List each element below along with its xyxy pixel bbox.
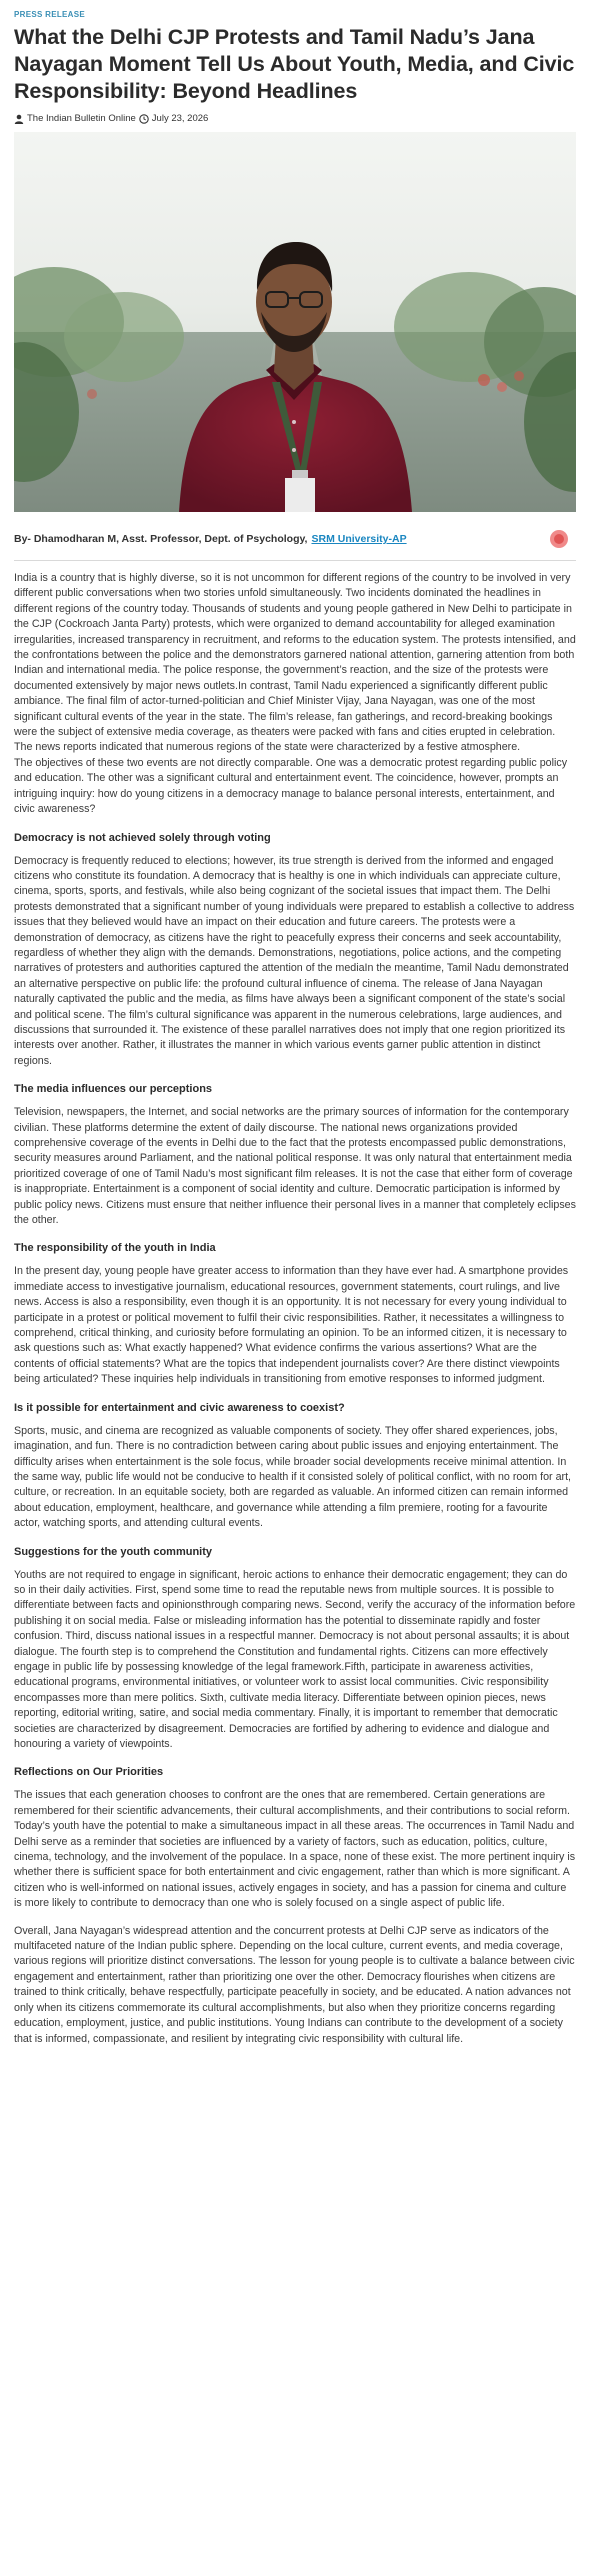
heading-reflections: Reflections on Our Priorities [14, 1766, 164, 1779]
heading-democracy: Democracy is not achieved solely through voting [14, 831, 271, 844]
article-label: PRESS RELEASE [14, 10, 86, 19]
heading-youth: The responsibility of the youth in India [14, 1242, 216, 1255]
heading-suggestions: Suggestions for the youth community [14, 1545, 213, 1558]
heading-media: The media influences our perceptions [14, 1083, 213, 1096]
clock-icon [139, 114, 149, 124]
intro-paragraph-2: The objectives of these two events are not directly comparable. One was a democratic protest regarding public policy and education. The other was a significant cultural and entertainment event. The coincidence, however, prompts an intriguing inquiry: how do young citizens in a democracy manage to balance personal interests, entertainment, and civic awareness? [14, 756, 568, 816]
paragraph-reflections-1: The issues that each generation chooses to confront are the ones that are remembered. Certain generations are remembered for their scientific advancements, their cultural accomplishments, and their contributions to social reform. Today’s youth have the potential to make a simultaneous impact in all these areas. The occurrences in Tamil Nadu and Delhi serve as a reminder that societies are influenced by a variety of factors, such as education, politics, culture, cinema, technology, and the involvement of the populace. In a space, none of these exist. The more pertinent inquiry is whether there is sufficient space for both entertainment and civic engagement, rather than which is more significant. A citizen who is well-informed on national issues, actively engages in society, and has a passion for cinema and culture is more likely to contribute to democracy than one who is solely focused on a single aspect of public life. [14, 1789, 576, 1910]
hero-photo [14, 132, 576, 512]
heading-coexist: Is it possible for entertainment and civic awareness to coexist? [14, 1401, 345, 1414]
intro-paragraph-1: India is a country that is highly diverse, so it is not uncommon for different regions of the country to be involved in very different public conversations when two stories unfold simultaneously. Two incidents dominated the headlines in different regions of the country today. Thousands of students and young people gathered in New Delhi to participate in the CJP (Cockroach Janta Party) protests, which were organized to demand accountability for alleged examination irregularities, increased transparency in recruitment, and reforms to the education system. The protests intensified, and the confrontations between the police and the demonstrators garnered national attention, garnering attention from both Indian and international media. The police response, the government’s reaction, and the size of the protests were documented extensively by major news outlets.In contrast, Tamil Nadu experienced a significantly different public ambiance. The final film of actor-turned-politician and Chief Minister Vijay, Jana Nayagan, was one of the most significant cultural events of the year in the state. The film’s release, fan gatherings, and record-breaking bookings were the subject of extensive media coverage, as theaters were packed with fans and cities erupted in celebration. The news reports indicated that numerous regions of the state were characterized by a festive atmosphere. [14, 572, 576, 754]
article-title: What the Delhi CJP Protests and Tamil Nadu’s Jana Nayagan Moment Tell Us About Youth, Media, and Civic Responsibility: Beyond Headlines [14, 25, 575, 103]
divider [14, 560, 576, 561]
paragraph-media: Television, newspapers, the Internet, and social networks are the primary sources of information for the contemporary civilian. These platforms determine the extent of daily discourse. The national news organizations provided comprehensive coverage of the events in Delhi due to the fact that the protests encompassed public demonstrations, security measures around Parliament, and the national political response. It was only natural that entertainment media prioritized coverage of one of Tamil Nadu’s most significant film releases. It is not the case that either form of coverage is inappropriate. Entertainment is a component of social identity and culture. Democratic participation is informed by public policy news. Citizens must ensure that neither influence their personal lives in a manner that completely eclipses the other. [14, 1106, 576, 1227]
paragraph-coexist: Sports, music, and cinema are recognized as valuable components of society. They offer shared experiences, jobs, imagination, and fun. There is no contradiction between caring about public issues and enjoying entertainment. The difficulty arises when entertainment is the sole focus, while broader social developments receive minimal attention. In the same way, public life would not be conducive to health if it consisted solely of political conflict, with no room for art, culture, or recreation. In an equitable society, both are regarded as valuable. An informed citizen can remain informed about education, employment, healthcare, and governance while attending a film premiere, rooting for a favourite actor, watching sports, and attending cultural events. [14, 1424, 572, 1530]
article-meta [14, 113, 576, 124]
paragraph-youth: In the present day, young people have greater access to information than they have ever had. A smartphone provides immediate access to investigative journalism, educational resources, government statements, court rulings, and live news. Access is also a responsibility, even though it is an opportunity. It is not necessary for every young individual to participate in a protest or political movement to fulfil their civic responsibilities. Rather, it necessitates a willingness to comprehend, critical thinking, and curiosity before formulating an opinion. To be an informed citizen, it is necessary to ask questions such as: What exactly happened? What evidence confirms the various assertions? What are the contents of official statements? What are the topics that independent journalists cover? Are there distinct viewpoints being articulated? These inquiries help individuals in transitioning from emotive responses to informed judgment. [14, 1265, 569, 1386]
publisher-name: The Indian Bulletin Online [27, 113, 136, 124]
paragraph-reflections-2: Overall, Jana Nayagan’s widespread attention and the concurrent protests at Delhi CJP serve as indicators of the multifaceted nature of the Indian public sphere. Depending on the local culture, current events, and media coverage, various regions will prioritize distinct conversations. The lesson for young people is to cultivate a balance between civic engagement and entertainment, rather than prioritizing one over the other. Democracy flourishes when citizens are trained to think critically, behave respectfully, participate peacefully in society, and be educated. A nation advances not only when its citizens commemorate its cultural accomplishments, but also when they prioritize concerns regarding education, employment, justice, and public institutions. Young Indians can contribute to the development of a society that is informed, compassionate, and resilient by integrating civic responsibility with cultural life. [14, 1924, 575, 2045]
author-byline [14, 530, 576, 548]
paragraph-suggestions: Youths are not required to engage in significant, heroic actions to enhance their democratic engagement; they can do so in their daily activities. First, spend some time to read the reputable news from multiple sources. It is possible to differentiate between facts and opinionsthrough comparing news. Second, verify the accuracy of the information before publishing it on social media. False or misleading information has the potential to disseminate rapidly and foster confusion. Third, discuss national issues in a respectful manner. Democracy is not about personal assaults; it is about dialogue. The fourth step is to comprehend the Constitution and fundamental rights. Citizens can more effectively engage in public life by possessing knowledge of the legal framework.Fifth, participate in awareness activities, educational programs, environmental initiatives, or volunteer work to assist local communities. Civic responsibility encompasses more than mere politics. Sixth, cultivate media literacy. Differentiate between opinion pieces, news reporting, editorial writing, satire, and social media commentary. Finally, it is important to remember that democratic societies are characterized by disagreement. Democracies are fortified by adhering to evidence and dialogue and honouring a variety of viewpoints. [14, 1568, 576, 1750]
user-icon [14, 114, 24, 124]
paragraph-democracy: Democracy is frequently reduced to elections; however, its true strength is derived from the informed and engaged citizens who constitute its foundation. A democracy that is healthy is one in which individuals can appreciate culture, cinema, sports, sports, and festivals, while also being cognizant of the societal issues that impact them. The Delhi protests demonstrated that a significant number of young individuals were prepared to establish a collective to address issues that they believed would have an impact on their education and future careers. The protests were a demonstration of democracy, as citizens have the right to peacefully express their concerns and seek accountability, regardless of whether they align with the demands. Demonstrations, negotiations, police actions, and the competing narratives of protesters and authorities captured the attention of the mediaIn the meantime, Tamil Nadu demonstrated an alternative perspective on public life: the profound cultural influence of cinema. The release of Jana Nayagan naturally captivated the public and the media, as films have always been a significant component of the state’s social and political scene. The film’s cultural significance was apparent in the numerous celebrations, large audiences, and discussions that surrounded it. The existence of these parallel narratives does not imply that one region prioritized its interests over another. Rather, it illustrates the manner in which various events garner public attention in distinct regions. [14, 854, 575, 1067]
byline-text: By- Dhamodharan M, Asst. Professor, Dept. of Psychology, [14, 533, 308, 545]
university-link[interactable]: SRM University-AP [311, 533, 407, 545]
publish-date: July 23, 2026 [151, 113, 209, 124]
record-icon[interactable] [550, 530, 568, 548]
